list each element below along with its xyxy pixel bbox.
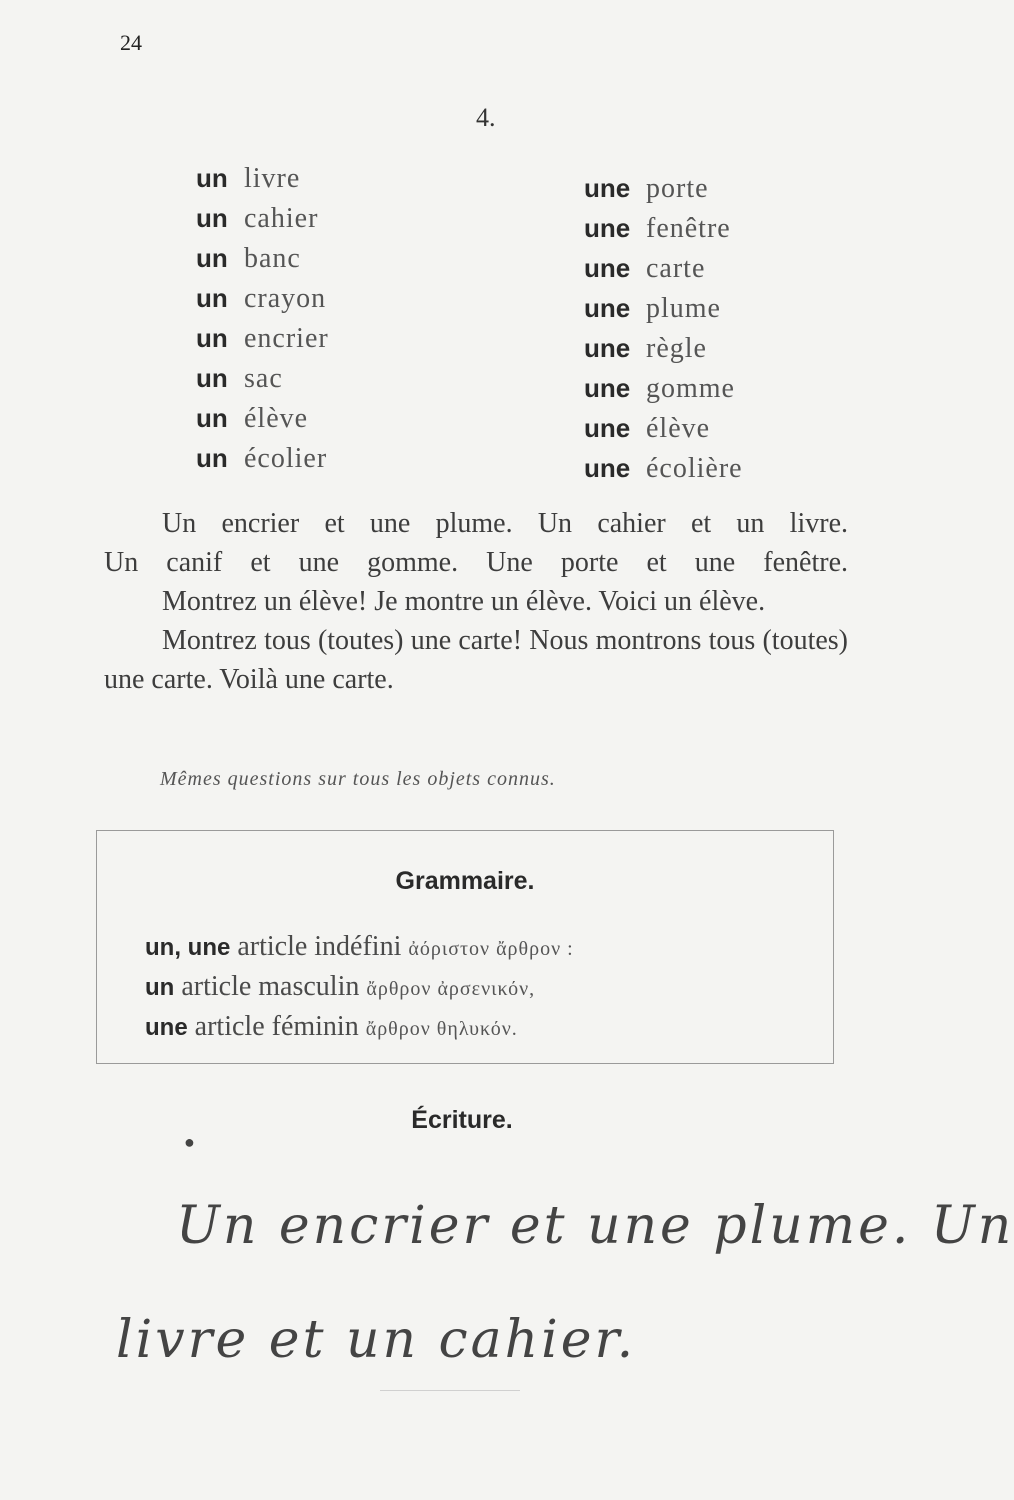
noun: fenêtre xyxy=(646,213,731,244)
exercise-note: Mêmes questions sur tous les objets connus. xyxy=(160,768,556,790)
noun: crayon xyxy=(244,283,327,314)
article: un xyxy=(196,243,228,273)
grammar-row xyxy=(145,967,574,1007)
noun: carte xyxy=(646,253,706,284)
vocab-item xyxy=(584,168,743,208)
prose-line: Un canif et une gomme. Une porte et une fenêtre. xyxy=(104,547,848,578)
noun: écolière xyxy=(646,453,743,484)
article: une xyxy=(584,173,631,203)
noun: élève xyxy=(244,403,309,434)
masculine-vocabulary-list xyxy=(196,158,329,478)
handwriting-line: Un encrier et une plume. Un xyxy=(176,1196,1014,1256)
grammar-box xyxy=(96,830,834,1064)
grammar-row xyxy=(145,927,574,967)
bullet-dot: ● xyxy=(184,1132,195,1152)
article: un xyxy=(196,443,228,473)
grammar-heading: Grammaire. xyxy=(395,867,535,895)
page-number: 24 xyxy=(120,30,142,55)
noun: porte xyxy=(646,173,709,204)
vocab-item xyxy=(196,158,329,198)
grammar-rows xyxy=(145,927,574,1047)
grammar-text: article masculin xyxy=(181,971,360,1002)
noun: sac xyxy=(244,363,283,394)
vocab-item xyxy=(584,328,743,368)
article: une xyxy=(584,453,631,483)
vocab-item xyxy=(584,248,743,288)
vocab-item xyxy=(584,368,743,408)
vocab-item xyxy=(196,438,329,478)
vocab-item xyxy=(584,208,743,248)
article: une xyxy=(584,213,631,243)
noun: cahier xyxy=(244,203,319,234)
grammar-row xyxy=(145,1007,574,1047)
noun: livre xyxy=(244,163,301,194)
noun: gomme xyxy=(646,373,735,404)
vocab-item xyxy=(196,238,329,278)
reading-passage xyxy=(104,504,848,699)
greek-translation: ἄρθρον θηλυκόν. xyxy=(365,1018,518,1040)
grammar-text: article indéfini xyxy=(237,931,402,962)
article: un xyxy=(196,363,228,393)
grammar-article: un, une xyxy=(145,934,231,961)
article: un xyxy=(196,323,228,353)
grammar-article: un xyxy=(145,974,175,1001)
article: un xyxy=(196,203,228,233)
vocab-item xyxy=(196,198,329,238)
divider xyxy=(380,1390,520,1391)
vocab-item xyxy=(584,288,743,328)
greek-translation: ἀόριστον ἄρθρον : xyxy=(408,938,574,960)
article: un xyxy=(196,163,228,193)
vocab-item xyxy=(196,398,329,438)
grammar-article: une xyxy=(145,1014,188,1041)
article: une xyxy=(584,413,631,443)
noun: plume xyxy=(646,293,721,324)
noun: écolier xyxy=(244,443,328,474)
article: un xyxy=(196,403,228,433)
vocab-item xyxy=(196,358,329,398)
greek-translation: ἄρθρον ἀρσενικόν, xyxy=(366,978,536,1000)
vocab-item xyxy=(584,408,743,448)
handwriting-line: livre et un cahier. xyxy=(116,1310,637,1370)
noun: règle xyxy=(646,333,707,364)
vocab-item xyxy=(196,278,329,318)
article: une xyxy=(584,293,631,323)
noun: encrier xyxy=(244,323,329,354)
lesson-number: 4. xyxy=(476,103,496,132)
article: une xyxy=(584,253,631,283)
prose-line: Montrez un élève! Je montre un élève. Voici un élève. xyxy=(162,586,766,617)
prose-line: Montrez tous (toutes) une carte! Nous montrons tous (toutes) une carte. Voilà une carte. xyxy=(104,625,848,695)
writing-heading: Écriture. xyxy=(411,1106,513,1134)
noun: banc xyxy=(244,243,301,274)
feminine-vocabulary-list xyxy=(584,168,743,488)
article: une xyxy=(584,373,631,403)
vocab-item xyxy=(584,448,743,488)
vocab-item xyxy=(196,318,329,358)
article: un xyxy=(196,283,228,313)
article: une xyxy=(584,333,631,363)
grammar-text: article féminin xyxy=(194,1011,359,1042)
prose-line: Un encrier et une plume. Un cahier et un livre. xyxy=(162,508,848,539)
noun: élève xyxy=(646,413,711,444)
